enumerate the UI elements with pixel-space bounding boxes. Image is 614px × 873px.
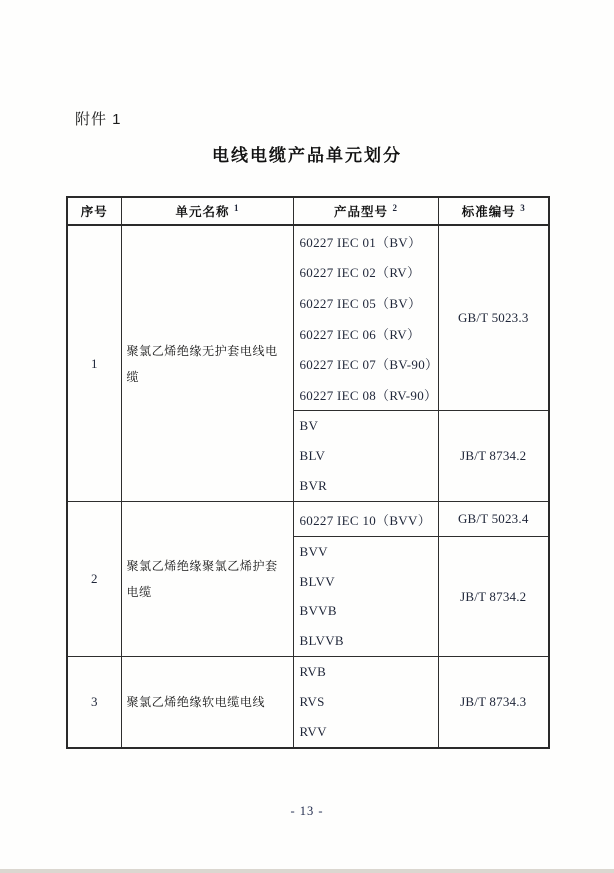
header-unit-name [121,197,293,225]
standard-cell: GB/T 5023.4 [438,502,549,537]
model-item: BLVVB [299,633,344,649]
unit-name-cell-3: 聚氯乙烯绝缘软电缆电线 [121,657,293,749]
table-header-row [67,197,549,225]
model-item: 60227 IEC 07（BV-90） [299,357,439,373]
model-list [294,657,438,747]
header-standard-number [438,197,549,225]
model-item: 60227 IEC 05（BV） [299,296,422,312]
page-number: - 13 - [290,804,324,818]
page-title: 电线电缆产品单元划分 [212,146,402,165]
attachment-label: 附件 1 [75,111,122,128]
header-serial-number [67,197,121,225]
table-row [67,225,549,411]
model-item: RVS [299,694,325,709]
unit-name-cell-2: 聚氯乙烯绝缘聚氯乙烯护套电缆 [121,502,293,657]
model-item: RVB [299,664,327,679]
model-item: BVR [299,478,328,493]
header-product-model [293,197,438,225]
header-standard-number-footnote: 3 [520,202,525,213]
model-list [294,537,438,656]
model-item: BV [299,418,319,433]
standard-cell: JB/T 8734.2 [438,537,549,657]
model-list [294,502,438,536]
header-product-model-footnote: 2 [392,202,397,213]
header-product-model-label: 产品型号 [334,205,389,219]
product-unit-table [66,196,550,749]
page-edge-strip [0,869,614,873]
model-item: BVVB [299,603,337,619]
models-cell [293,537,438,657]
model-item: RVV [299,724,327,739]
standard-cell: JB/T 8734.2 [438,411,549,502]
model-item: BLV [299,448,326,463]
standard-cell: JB/T 8734.3 [438,657,549,749]
serial-cell-2: 2 [67,502,121,657]
model-item: 60227 IEC 06（RV） [299,326,421,342]
models-cell [293,225,438,411]
unit-name-cell-1: 聚氯乙烯绝缘无护套电线电缆 [121,225,293,502]
model-item: 60227 IEC 10（BVV） [299,512,431,528]
serial-cell-3: 3 [67,657,121,749]
models-cell [293,657,438,749]
models-cell [293,411,438,502]
serial-cell-1: 1 [67,225,121,502]
model-list [294,411,438,501]
model-list [294,226,438,410]
table-row [67,502,549,537]
header-unit-name-label: 单元名称 [175,205,230,219]
header-serial-label: 序号 [80,205,108,219]
table-row [67,657,549,749]
model-item: BVV [299,543,328,559]
model-item: 60227 IEC 02（RV） [299,265,421,281]
model-item: BLVV [299,573,335,589]
model-item: 60227 IEC 08（RV-90） [299,388,438,404]
header-unit-name-footnote: 1 [234,202,239,213]
standard-cell: GB/T 5023.3 [438,225,549,411]
model-item: 60227 IEC 01（BV） [299,234,422,250]
models-cell [293,502,438,537]
header-standard-number-label: 标准编号 [461,205,516,219]
